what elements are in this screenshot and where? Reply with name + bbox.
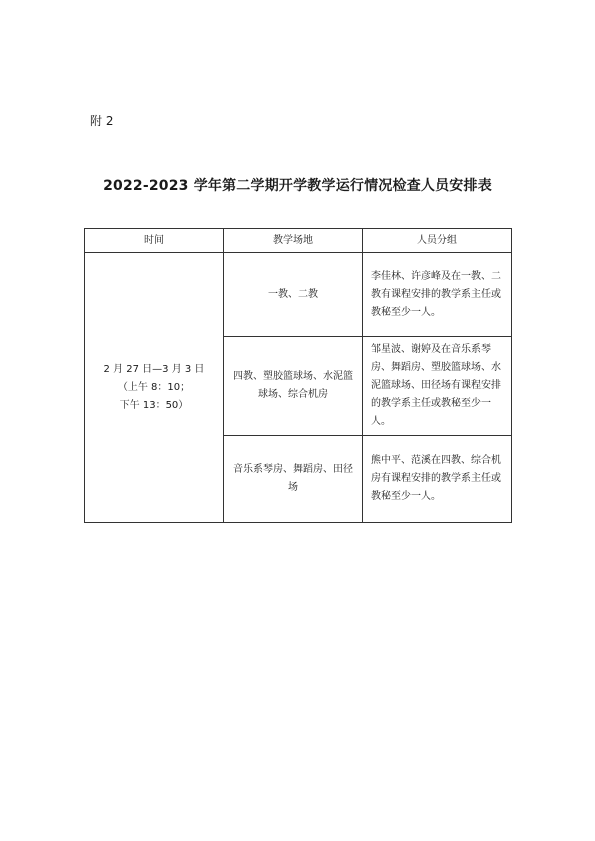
venue-cell: 音乐系琴房、舞蹈房、田径场 [224,436,363,523]
document-title: 2022-2023 学年第二学期开学教学运行情况检查人员安排表 [103,178,492,194]
attachment-label: 附 2 [90,114,114,128]
staff-cell: 熊中平、范溪在四教、综合机房有课程安排的教学系主任或教秘至少一人。 [363,436,512,523]
header-time: 时间 [85,229,224,253]
table-header-row [85,229,512,253]
time-afternoon: 下午 13：50） [119,399,189,411]
schedule-table [84,228,512,523]
header-staff: 人员分组 [363,229,512,253]
staff-cell: 邹星波、谢婷及在音乐系琴房、舞蹈房、塑胶篮球场、水泥篮球场、田径场有课程安排的教学系主任或教秘至少一人。 [363,337,512,436]
staff-cell: 李佳林、许彦峰及在一教、二教有课程安排的教学系主任或教秘至少一人。 [363,253,512,337]
time-range: 2 月 27 日—3 月 3 日 [103,363,205,375]
venue-cell: 四教、塑胶篮球场、水泥篮球场、综合机房 [224,337,363,436]
venue-cell: 一教、二教 [224,253,363,337]
table-row [85,253,512,337]
time-morning: （上午 8：10； [117,381,191,393]
time-cell [85,253,224,523]
header-venue: 教学场地 [224,229,363,253]
